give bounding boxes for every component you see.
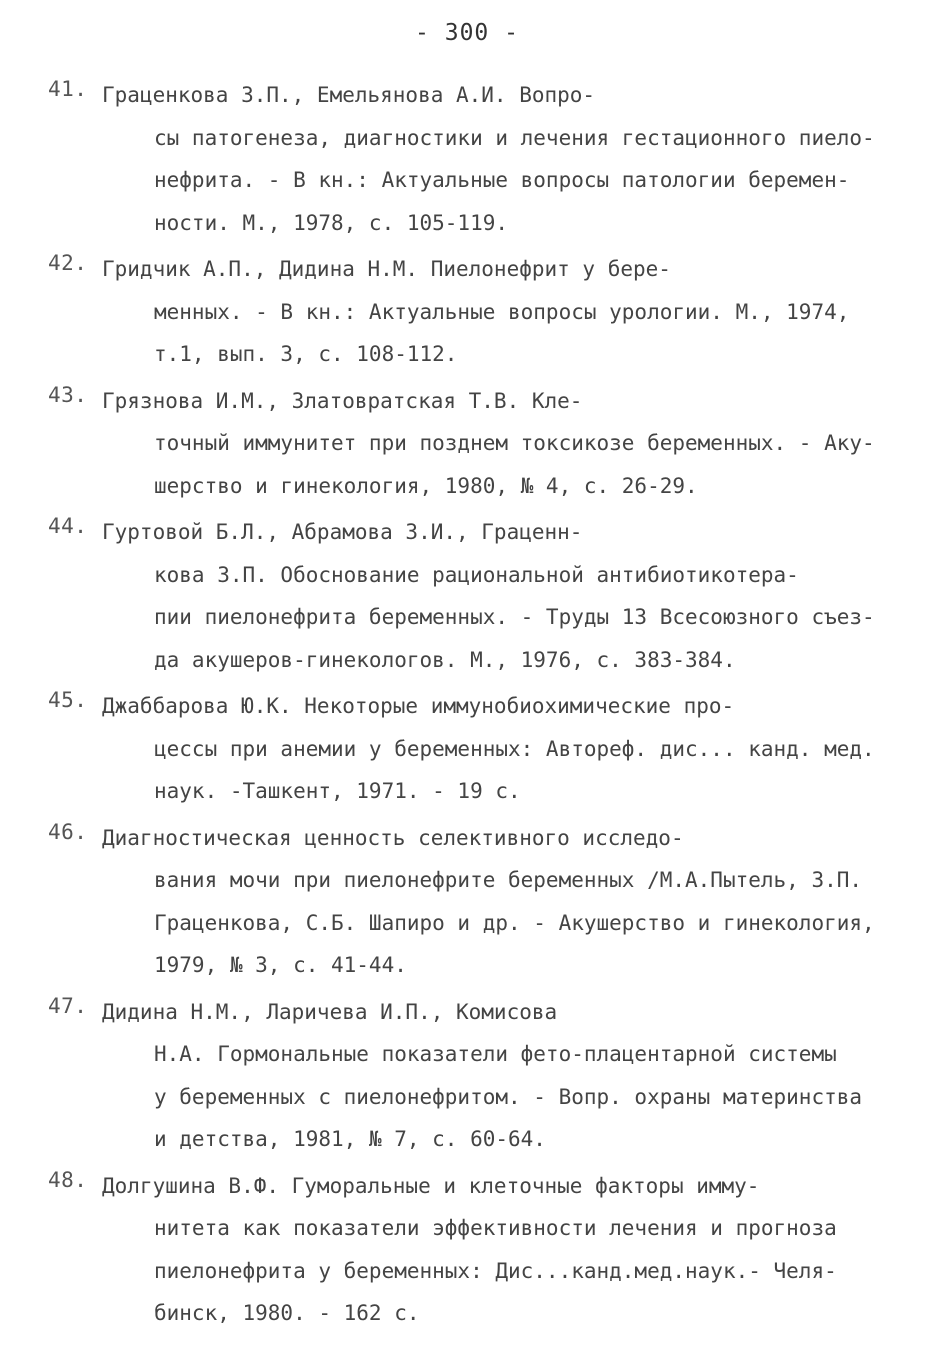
- reference-number: 43.: [48, 382, 88, 407]
- reference-line: вания мочи при пиелонефрите беременных /М.А.Пытель, З.П.: [154, 868, 863, 892]
- page-number: - 300 -: [415, 20, 519, 46]
- reference-line: менных. - В кн.: Актуальные вопросы урологии. М., 1974,: [154, 299, 850, 324]
- reference-line: точный иммунитет при позднем токсикозе беременных. - Аку-: [154, 431, 875, 455]
- reference-line: шерство и гинекология, 1980, № 4, с. 26-29.: [154, 473, 698, 498]
- reference-line: и детства, 1981, № 7, с. 60-64.: [154, 1127, 546, 1151]
- reference-item: [48, 380, 898, 508]
- reference-line: Граценкова, С.Б. Шапиро и др. - Акушерство и гинекология,: [154, 910, 875, 935]
- reference-item: [48, 74, 898, 244]
- reference-list: [48, 74, 898, 1339]
- reference-number: 46.: [48, 819, 88, 844]
- reference-line: наук. -Ташкент, 1971. - 19 с.: [154, 779, 521, 803]
- reference-line: пиелонефрита у беременных: Дис...канд.мед.наук.- Челя-: [154, 1258, 837, 1283]
- reference-number: 41.: [48, 77, 88, 101]
- reference-item: [48, 511, 898, 681]
- reference-line: нитета как показатели эффективности лечения и прогноза: [154, 1216, 837, 1240]
- reference-line: Гридчик А.П., Дидина Н.М. Пиелонефрит у бере-: [102, 257, 671, 281]
- reference-text: [102, 511, 898, 681]
- reference-line: сы патогенеза, диагностики и лечения гестационного пиело-: [154, 125, 875, 150]
- reference-line: Долгушина В.Ф. Гуморальные и клеточные факторы имму-: [102, 1173, 760, 1198]
- reference-line: у беременных с пиелонефритом. - Вопр. охраны материнства: [154, 1084, 863, 1109]
- reference-item: [48, 817, 898, 987]
- reference-line: да акушеров-гинекологов. М., 1976, с. 383-384.: [154, 647, 736, 672]
- reference-text: [102, 817, 898, 987]
- reference-line: т.1, вып. 3, с. 108-112.: [154, 342, 458, 366]
- reference-line: ности. М., 1978, с. 105-119.: [154, 210, 509, 235]
- reference-line: Гуртовой Б.Л., Абрамова З.И., Граценн-: [102, 520, 583, 544]
- reference-text: [102, 1165, 898, 1335]
- reference-line: пии пиелонефрита беременных. - Труды 13 Всесоюзного съез-: [154, 605, 875, 629]
- reference-line: Н.А. Гормональные показатели фето-плацентарной системы: [154, 1042, 837, 1066]
- reference-line: бинск, 1980. - 162 с.: [154, 1301, 420, 1325]
- reference-text: [102, 248, 898, 376]
- reference-line: Диагностическая ценность селективного исследо-: [102, 825, 684, 850]
- reference-text: [102, 74, 898, 244]
- reference-line: цессы при анемии у беременных: Автореф. дис... канд. мед.: [154, 736, 875, 761]
- reference-text: [102, 991, 898, 1161]
- reference-line: 1979, № 3, с. 41-44.: [154, 953, 407, 977]
- reference-number: 45.: [48, 688, 88, 712]
- reference-line: Граценкова З.П., Емельянова А.И. Вопро-: [102, 83, 596, 107]
- reference-number: 42.: [48, 251, 88, 275]
- reference-item: [48, 1165, 898, 1335]
- reference-text: [102, 380, 898, 508]
- reference-line: Дидина Н.М., Ларичева И.П., Комисова: [102, 999, 558, 1024]
- reference-number: 44.: [48, 514, 88, 538]
- reference-item: [48, 991, 898, 1161]
- reference-number: 47.: [48, 993, 88, 1018]
- reference-item: [48, 248, 898, 376]
- reference-line: кова З.П. Обоснование рациональной антибиотикотера-: [154, 562, 799, 587]
- reference-item: [48, 685, 898, 813]
- reference-number: 48.: [48, 1167, 88, 1192]
- reference-line: нефрита. - В кн.: Актуальные вопросы патологии беремен-: [154, 168, 850, 192]
- reference-line: Джаббарова Ю.К. Некоторые иммунобиохимические про-: [102, 694, 735, 718]
- reference-text: [102, 685, 898, 813]
- reference-line: Грязнова И.М., Златовратская Т.В. Кле-: [102, 388, 583, 413]
